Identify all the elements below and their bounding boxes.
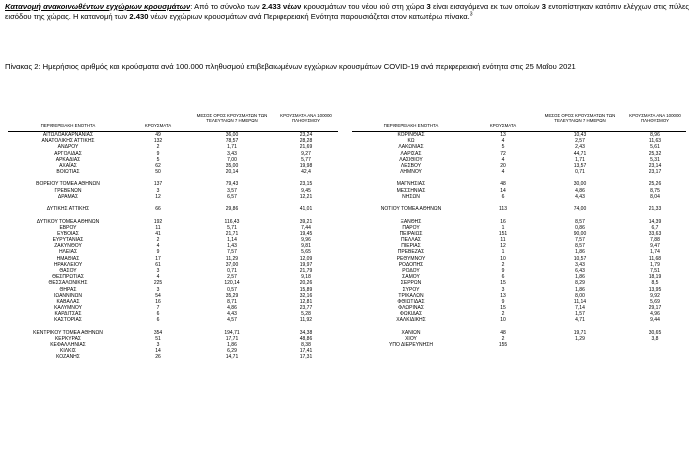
right-cell-unit: ΦΛΩΡΙΝΑΣ xyxy=(398,305,424,312)
intro-text: εντοπίστηκαν κατόπιν ελέγχων στις πύλες εισόδου της χώρας. Η κατανομή των xyxy=(5,2,689,22)
left-cell-avg: 116,43 xyxy=(224,218,240,225)
right-cell-unit: ΜΕΣΣΗΝΙΑΣ xyxy=(396,187,426,194)
left-cell-avg: 11,29 xyxy=(225,255,239,262)
right-cell-per100k: 8,96 xyxy=(650,132,660,138)
left-cell-avg: 1,14 xyxy=(227,237,237,244)
right-cell-cases: 5 xyxy=(501,144,505,151)
left-cell-unit: ΚΟΖΑΝΗΣ xyxy=(56,354,80,361)
left-cell-cases: 3 xyxy=(156,267,160,274)
left-cell-unit: ΓΡΕΒΕΝΩΝ xyxy=(54,187,82,194)
left-cell-unit: ΕΒΡΟΥ xyxy=(59,224,77,231)
left-cell-avg: 35,00 xyxy=(225,162,239,169)
left-cell-avg: 4,43 xyxy=(227,311,237,318)
right-cell-per100k: 5,69 xyxy=(650,298,660,305)
left-cell-unit: ΚΑΛΥΜΝΟΥ xyxy=(54,305,82,312)
left-cell-cases: 6 xyxy=(156,311,160,318)
left-cell-avg: 6,57 xyxy=(227,193,237,200)
left-cell-per100k: 19,97 xyxy=(299,261,313,268)
left-table xyxy=(8,114,338,449)
intro-paragraph xyxy=(5,2,689,22)
table-caption: Πίνακας 2: Ημερήσιος αριθμός και κρούσματα ανά 100.000 πληθυσμού επιβεβαιωμένων εγχώριων κρουσμάτων COVID-19 ανά περιφερειακή ενότητα στις 25 Μαΐου 2021 xyxy=(5,62,576,71)
left-cell-per100k: 19,45 xyxy=(299,230,313,237)
right-cell-avg: 74,00 xyxy=(573,206,587,213)
left-cell-avg: 120,14 xyxy=(224,280,240,287)
left-cell-per100k: 21,79 xyxy=(299,267,313,274)
left-cell-per100k: 7,44 xyxy=(301,224,311,231)
left-cell-cases: 3 xyxy=(156,342,160,349)
right-cell-cases: 1 xyxy=(501,249,505,256)
left-cell-cases: 3 xyxy=(156,187,160,194)
right-cell-cases: 6 xyxy=(501,193,505,200)
right-cell-cases: 10 xyxy=(500,317,506,324)
left-header-per100k: ΚΡΟΥΣΜΑΤΑ ΑΝΑ 100000 ΠΛΗΘΥΣΜΟΥ xyxy=(280,113,332,123)
left-cell-per100k: 9,45 xyxy=(301,187,311,194)
left-header-avg: ΜΕΣΟΣ ΟΡΟΣ ΚΡΟΥΣΜΑΤΩΝ ΤΩΝ ΤΕΛΕΥΤΑΙΩΝ 7 ΗΜΕΡΩΝ xyxy=(196,113,268,123)
left-cell-unit: ΖΑΚΥΝΘΟΥ xyxy=(54,243,82,250)
right-cell-avg: 8,29 xyxy=(575,280,585,287)
left-cell-cases: 2 xyxy=(156,237,160,244)
left-cell-cases: 4 xyxy=(156,243,160,250)
right-cell-per100k: 6,7 xyxy=(651,224,659,231)
left-cell-cases: 49 xyxy=(155,132,161,138)
left-cell-unit: ΚΕΡΚΥΡΑΣ xyxy=(54,335,82,342)
left-cell-per100k: 12,81 xyxy=(299,298,313,305)
left-cell-per100k: 11,92 xyxy=(299,317,313,324)
left-cell-cases: 354 xyxy=(153,329,163,336)
left-cell-unit: ΒΟΙΩΤΙΑΣ xyxy=(56,169,80,176)
right-header-unit: ΠΕΡΙΦΕΡΕΙΑΚΗ ΕΝΟΤΗΤΑ xyxy=(383,123,439,128)
right-cell-per100k: 9,47 xyxy=(650,243,660,250)
right-cell-cases: 11 xyxy=(500,237,506,244)
intro-domestic-cases: 2.430 xyxy=(129,12,149,22)
right-cell-avg: 1,86 xyxy=(575,286,585,293)
right-cell-cases: 14 xyxy=(500,187,506,194)
left-cell-unit: ΕΥΒΟΙΑΣ xyxy=(57,230,79,237)
left-cell-unit: ΕΥΡΥΤΑΝΙΑΣ xyxy=(52,237,84,244)
left-cell-unit: ΘΕΣΣΑΛΟΝΙΚΗΣ xyxy=(48,280,88,287)
right-cell-avg: 7,57 xyxy=(575,237,585,244)
left-cell-cases: 225 xyxy=(153,280,163,287)
left-cell-avg: 1,43 xyxy=(227,243,237,250)
right-cell-unit: ΡΟΔΟΠΗΣ xyxy=(398,261,424,268)
left-cell-per100k: 5,28 xyxy=(301,311,311,318)
right-cell-cases: 2 xyxy=(501,261,505,268)
left-cell-per100k: 15,89 xyxy=(299,286,313,293)
left-cell-per100k: 21,69 xyxy=(299,144,313,151)
left-cell-avg: 5,71 xyxy=(227,224,237,231)
right-cell-avg: 90,00 xyxy=(573,230,587,237)
right-cell-cases: 9 xyxy=(501,267,505,274)
left-cell-avg: 7,00 xyxy=(227,156,237,163)
intro-text: είναι εισαγόμενα εκ των οποίων xyxy=(430,2,542,11)
left-cell-per100k: 48,86 xyxy=(299,335,313,342)
right-cell-avg: 8,57 xyxy=(575,243,585,250)
left-cell-cases: 132 xyxy=(153,138,163,145)
footnote-marker: 3 xyxy=(469,11,473,18)
left-cell-unit: ΚΙΛΚΙΣ xyxy=(60,348,76,355)
right-cell-per100k: 14,39 xyxy=(648,218,662,225)
left-cell-cases: 54 xyxy=(155,292,161,299)
right-cell-per100k: 5,31 xyxy=(650,156,660,163)
right-cell-cases: 12 xyxy=(500,243,506,250)
right-cell-avg: 19,71 xyxy=(573,329,587,336)
right-cell-per100k: 23,17 xyxy=(648,169,662,176)
left-cell-avg: 79,43 xyxy=(225,181,239,188)
left-cell-unit: ΑΧΑΪΑΣ xyxy=(59,162,77,169)
right-cell-unit: ΠΕΙΡΑΙΩΣ xyxy=(399,230,423,237)
right-cell-per100k: 8,75 xyxy=(650,187,660,194)
right-cell-unit: ΜΑΓΝΗΣΙΑΣ xyxy=(396,181,426,188)
left-cell-avg: 20,14 xyxy=(225,169,239,176)
right-cell-avg: 44,71 xyxy=(573,150,587,157)
left-cell-cases: 51 xyxy=(155,335,161,342)
intro-heading: Κατανομή ανακοινωθέντων εγχώριων κρουσμάτων xyxy=(5,2,191,11)
right-cell-unit: ΦΘΙΩΤΙΔΑΣ xyxy=(397,298,425,305)
left-cell-per100k: 28,28 xyxy=(299,138,313,145)
right-cell-per100k: 11,63 xyxy=(648,138,662,145)
right-cell-unit: ΝΟΤΙΟΥ ΤΟΜΕΑ ΑΘΗΝΩΝ xyxy=(380,206,442,213)
left-cell-cases: 137 xyxy=(153,181,163,188)
right-cell-cases: 13 xyxy=(500,292,506,299)
right-cell-per100k: 30,65 xyxy=(648,329,662,336)
left-cell-avg: 4,86 xyxy=(227,305,237,312)
left-cell-per100k: 17,41 xyxy=(299,348,313,355)
right-cell-cases: 4 xyxy=(501,138,505,145)
right-cell-cases: 20 xyxy=(500,162,506,169)
right-cell-cases: 72 xyxy=(500,150,506,157)
left-cell-per100k: 41,01 xyxy=(299,206,313,213)
left-cell-unit: ΑΝΑΤΟΛΙΚΗΣ ΑΤΤΙΚΗΣ xyxy=(41,138,95,145)
left-cell-cases: 50 xyxy=(155,169,161,176)
right-cell-per100k: 18,19 xyxy=(648,274,662,281)
left-cell-per100k: 9,27 xyxy=(301,150,311,157)
left-cell-avg: 21,71 xyxy=(225,230,239,237)
left-cell-per100k: 34,38 xyxy=(299,329,313,336)
right-cell-unit: ΠΕΛΛΑΣ xyxy=(400,237,422,244)
right-cell-unit: ΠΡΕΒΕΖΑΣ xyxy=(397,249,425,256)
right-cell-cases: 151 xyxy=(498,230,508,237)
left-header-unit: ΠΕΡΙΦΕΡΕΙΑΚΗ ΕΝΟΤΗΤΑ xyxy=(40,123,96,128)
left-cell-cases: 9 xyxy=(156,150,160,157)
left-cell-avg: 1,71 xyxy=(227,144,237,151)
right-cell-cases: 15 xyxy=(500,305,506,312)
left-cell-avg: 3,43 xyxy=(227,150,237,157)
right-cell-unit: ΥΠΟ ΔΙΕΡΕΥΝΗΣΗ xyxy=(389,342,433,349)
right-cell-avg: 6,43 xyxy=(575,267,585,274)
right-cell-unit: ΠΙΕΡΙΑΣ xyxy=(401,243,421,250)
left-cell-cases: 62 xyxy=(155,162,161,169)
right-cell-cases: 4 xyxy=(501,169,505,176)
left-cell-avg: 29,86 xyxy=(225,206,239,213)
right-cell-cases: 10 xyxy=(500,255,506,262)
right-cell-avg: 2,57 xyxy=(575,138,585,145)
right-cell-unit: ΚΟΡΙΝΘΙΑΣ xyxy=(397,132,425,138)
right-cell-avg: 0,71 xyxy=(575,169,585,176)
intro-text: : Από το σύνολο των xyxy=(190,2,262,11)
left-cell-avg: 78,57 xyxy=(225,138,239,145)
right-cell-cases: 13 xyxy=(500,132,506,138)
left-cell-avg: 0,57 xyxy=(227,286,237,293)
right-cell-avg: 8,00 xyxy=(575,292,585,299)
left-cell-avg: 14,71 xyxy=(225,354,239,361)
right-cell-avg: 7,14 xyxy=(575,305,585,312)
right-cell-avg: 11,14 xyxy=(573,298,587,305)
left-cell-cases: 2 xyxy=(156,144,160,151)
left-cell-unit: ΔΡΑΜΑΣ xyxy=(57,193,79,200)
left-cell-per100k: 20,26 xyxy=(299,280,313,287)
right-cell-per100k: 3,8 xyxy=(651,335,659,342)
right-cell-per100k: 8,5 xyxy=(651,280,659,287)
right-cell-per100k: 4,96 xyxy=(650,311,660,318)
right-cell-avg: 10,43 xyxy=(573,132,587,138)
left-cell-per100k: 12,21 xyxy=(299,193,313,200)
left-cell-unit: ΑΙΤΩΛΟΑΚΑΡΝΑΝΙΑΣ xyxy=(42,132,94,138)
left-cell-cases: 3 xyxy=(156,286,160,293)
right-cell-avg: 4,71 xyxy=(575,317,585,324)
left-cell-cases: 4 xyxy=(156,274,160,281)
left-cell-per100k: 23,77 xyxy=(299,305,313,312)
right-cell-unit: ΠΑΡΟΥ xyxy=(402,224,420,231)
intro-border-cases: 3 xyxy=(541,2,546,11)
left-cell-per100k: 42,4 xyxy=(301,169,311,176)
left-cell-unit: ΚΑΣΤΟΡΙΑΣ xyxy=(54,317,82,324)
right-cell-avg: 1,29 xyxy=(575,335,585,342)
left-cell-unit: ΗΛΕΙΑΣ xyxy=(58,249,78,256)
right-cell-avg: 10,57 xyxy=(573,255,587,262)
left-cell-unit: ΚΑΒΑΛΑΣ xyxy=(56,298,80,305)
left-cell-cases: 17 xyxy=(155,255,161,262)
right-cell-per100k: 13,95 xyxy=(648,286,662,293)
right-cell-avg: 1,86 xyxy=(575,249,585,256)
left-cell-per100k: 5,77 xyxy=(301,156,311,163)
left-cell-unit: ΚΕΦΑΛΛΗΝΙΑΣ xyxy=(50,342,86,349)
right-cell-avg: 1,71 xyxy=(575,156,585,163)
right-cell-unit: ΞΑΝΘΗΣ xyxy=(400,218,422,225)
left-cell-unit: ΔΥΤΙΚΗΣ ΑΤΤΙΚΗΣ xyxy=(46,206,90,213)
left-cell-unit: ΘΑΣΟΥ xyxy=(59,267,77,274)
left-cell-per100k: 8,38 xyxy=(301,342,311,349)
right-cell-avg: 30,00 xyxy=(573,181,587,188)
left-cell-avg: 3,57 xyxy=(227,187,237,194)
right-cell-unit: ΛΗΜΝΟΥ xyxy=(400,169,422,176)
left-cell-per100k: 9,81 xyxy=(301,243,311,250)
right-cell-per100k: 1,74 xyxy=(650,249,660,256)
right-cell-per100k: 33,63 xyxy=(648,230,662,237)
right-cell-per100k: 9,92 xyxy=(650,292,660,299)
left-header-cases: ΚΡΟΥΣΜΑΤΑ xyxy=(144,123,172,128)
right-cell-unit: ΧΑΛΚΙΔΙΚΗΣ xyxy=(396,317,426,324)
right-cell-per100k: 7,88 xyxy=(650,237,660,244)
right-cell-cases: 6 xyxy=(501,274,505,281)
right-cell-cases: 48 xyxy=(500,329,506,336)
right-cell-per100k: 29,17 xyxy=(648,305,662,312)
right-cell-unit: ΡΕΘΥΜΝΟΥ xyxy=(396,255,426,262)
right-cell-avg: 1,86 xyxy=(575,274,585,281)
left-cell-unit: ΗΡΑΚΛΕΙΟΥ xyxy=(53,261,83,268)
right-cell-per100k: 21,33 xyxy=(648,206,662,213)
intro-imported-cases: 3 xyxy=(426,2,431,11)
right-cell-unit: ΤΡΙΚΑΛΩΝ xyxy=(398,292,424,299)
left-cell-avg: 17,71 xyxy=(225,335,239,342)
right-cell-unit: ΝΗΣΩΝ xyxy=(402,193,420,200)
right-header-cases: ΚΡΟΥΣΜΑΤΑ xyxy=(489,123,517,128)
left-cell-unit: ΔΥΤΙΚΟΥ ΤΟΜΕΑ ΑΘΗΝΩΝ xyxy=(36,218,100,225)
left-cell-cases: 5 xyxy=(156,156,160,163)
left-cell-cases: 9 xyxy=(156,249,160,256)
left-cell-per100k: 23,15 xyxy=(299,181,313,188)
left-cell-cases: 11 xyxy=(155,224,161,231)
left-cell-unit: ΚΑΡΔΙΤΣΑΣ xyxy=(54,311,82,318)
right-cell-unit: ΧΑΝΙΩΝ xyxy=(401,329,421,336)
table-row xyxy=(352,354,686,360)
left-cell-avg: 4,57 xyxy=(227,317,237,324)
left-cell-cases: 61 xyxy=(155,261,161,268)
right-cell-cases: 9 xyxy=(501,298,505,305)
right-cell-unit: ΛΑΚΩΝΙΑΣ xyxy=(398,144,424,151)
left-cell-avg: 0,71 xyxy=(227,267,237,274)
right-cell-avg: 13,57 xyxy=(573,162,587,169)
right-cell-unit: ΣΕΡΡΩΝ xyxy=(400,280,422,287)
left-cell-avg: 7,57 xyxy=(227,249,237,256)
left-cell-unit: ΚΕΝΤΡΙΚΟΥ ΤΟΜΕΑ ΑΘΗΝΩΝ xyxy=(33,329,103,336)
left-cell-unit: ΗΜΑΘΙΑΣ xyxy=(56,255,80,262)
left-cell-cases: 6 xyxy=(156,317,160,324)
left-cell-cases: 66 xyxy=(155,206,161,213)
left-cell-per100k: 9,18 xyxy=(301,274,311,281)
left-cell-avg: 1,86 xyxy=(227,342,237,349)
left-cell-avg: 37,00 xyxy=(225,261,239,268)
right-table xyxy=(352,114,686,449)
right-cell-unit: ΚΩ xyxy=(407,138,415,145)
right-cell-unit: ΣΥΡΟΥ xyxy=(402,286,420,293)
right-cell-per100k: 25,32 xyxy=(648,150,662,157)
left-cell-unit: ΘΗΡΑΣ xyxy=(59,286,77,293)
right-cell-cases: 16 xyxy=(500,218,506,225)
right-cell-unit: ΛΑΡΙΣΑΣ xyxy=(400,150,422,157)
right-cell-per100k: 1,79 xyxy=(650,261,660,268)
right-cell-avg: 4,43 xyxy=(575,193,585,200)
intro-text: κρουσμάτων του νέου ιού στη χώρα xyxy=(301,2,427,11)
right-cell-cases: 2 xyxy=(501,335,505,342)
right-cell-avg: 4,86 xyxy=(575,187,585,194)
right-cell-unit: ΛΕΣΒΟΥ xyxy=(400,162,422,169)
right-cell-unit: ΧΙΟΥ xyxy=(405,335,417,342)
left-cell-avg: 8,71 xyxy=(227,298,237,305)
left-cell-unit: ΙΩΑΝΝΙΝΩΝ xyxy=(53,292,83,299)
right-cell-cases: 4 xyxy=(501,156,505,163)
right-cell-cases: 15 xyxy=(500,280,506,287)
right-cell-unit: ΡΟΔΟΥ xyxy=(402,267,420,274)
left-cell-cases: 192 xyxy=(153,218,163,225)
right-header-per100k: ΚΡΟΥΣΜΑΤΑ ΑΝΑ 100000 ΠΛΗΘΥΣΜΟΥ xyxy=(629,113,681,123)
right-cell-cases: 155 xyxy=(498,342,508,349)
left-cell-avg: 35,29 xyxy=(225,292,239,299)
left-cell-per100k: 39,21 xyxy=(299,218,313,225)
right-cell-cases: 48 xyxy=(500,181,506,188)
right-cell-unit: ΛΑΣΙΘΙΟΥ xyxy=(399,156,423,163)
right-cell-per100k: 7,51 xyxy=(650,267,660,274)
right-cell-avg: 3,43 xyxy=(575,261,585,268)
right-cell-cases: 3 xyxy=(501,286,505,293)
left-cell-unit: ΑΡΚΑΔΙΑΣ xyxy=(55,156,81,163)
left-cell-per100k: 17,31 xyxy=(299,354,313,361)
right-cell-per100k: 25,26 xyxy=(648,181,662,188)
right-cell-avg: 2,43 xyxy=(575,144,585,151)
left-cell-cases: 12 xyxy=(155,193,161,200)
left-cell-per100k: 5,65 xyxy=(301,249,311,256)
right-cell-avg: 1,57 xyxy=(575,311,585,318)
left-cell-per100k: 23,24 xyxy=(299,132,313,138)
right-cell-avg: 8,57 xyxy=(575,218,585,225)
right-cell-per100k: 9,44 xyxy=(650,317,660,324)
right-cell-per100k: 23,14 xyxy=(648,162,662,169)
right-cell-unit: ΦΩΚΙΔΑΣ xyxy=(399,311,423,318)
table-row xyxy=(8,354,338,360)
right-cell-per100k: 11,68 xyxy=(648,255,662,262)
left-cell-avg: 36,00 xyxy=(225,132,239,138)
left-cell-avg: 194,71 xyxy=(224,329,240,336)
left-cell-cases: 26 xyxy=(155,354,161,361)
left-cell-per100k: 32,16 xyxy=(299,292,313,299)
left-cell-per100k: 19,98 xyxy=(299,162,313,169)
left-cell-avg: 6,29 xyxy=(227,348,237,355)
left-cell-cases: 16 xyxy=(155,298,161,305)
left-cell-unit: ΑΝΔΡΟΥ xyxy=(57,144,79,151)
left-cell-cases: 41 xyxy=(155,230,161,237)
left-cell-cases: 14 xyxy=(155,348,161,355)
right-cell-avg: 0,86 xyxy=(575,224,585,231)
right-cell-per100k: 8,04 xyxy=(650,193,660,200)
left-cell-unit: ΘΕΣΠΡΩΤΙΑΣ xyxy=(52,274,84,281)
right-header-avg: ΜΕΣΟΣ ΟΡΟΣ ΚΡΟΥΣΜΑΤΩΝ ΤΩΝ ΤΕΛΕΥΤΑΙΩΝ 7 ΗΜΕΡΩΝ xyxy=(544,113,616,123)
left-cell-unit: ΒΟΡΕΙΟΥ ΤΟΜΕΑ ΑΘΗΝΩΝ xyxy=(36,181,100,188)
left-cell-per100k: 9,96 xyxy=(301,237,311,244)
left-cell-avg: 2,57 xyxy=(227,274,237,281)
left-cell-cases: 7 xyxy=(156,305,160,312)
right-cell-per100k: 5,61 xyxy=(650,144,660,151)
left-cell-unit: ΑΡΓΟΛΙΔΑΣ xyxy=(54,150,82,157)
intro-total-cases: 2.433 νέων xyxy=(261,2,302,11)
left-cell-per100k: 12,09 xyxy=(299,255,313,262)
right-cell-unit: ΣΑΜΟΥ xyxy=(402,274,420,281)
right-cell-cases: 2 xyxy=(501,311,505,318)
intro-text: νέων εγχώριων κρουσμάτων ανά Περιφερειακή Ενότητα παρουσιάζεται στον κατωτέρω πίνακα. xyxy=(148,12,470,22)
right-cell-cases: 1 xyxy=(501,224,505,231)
right-cell-cases: 113 xyxy=(499,206,507,213)
